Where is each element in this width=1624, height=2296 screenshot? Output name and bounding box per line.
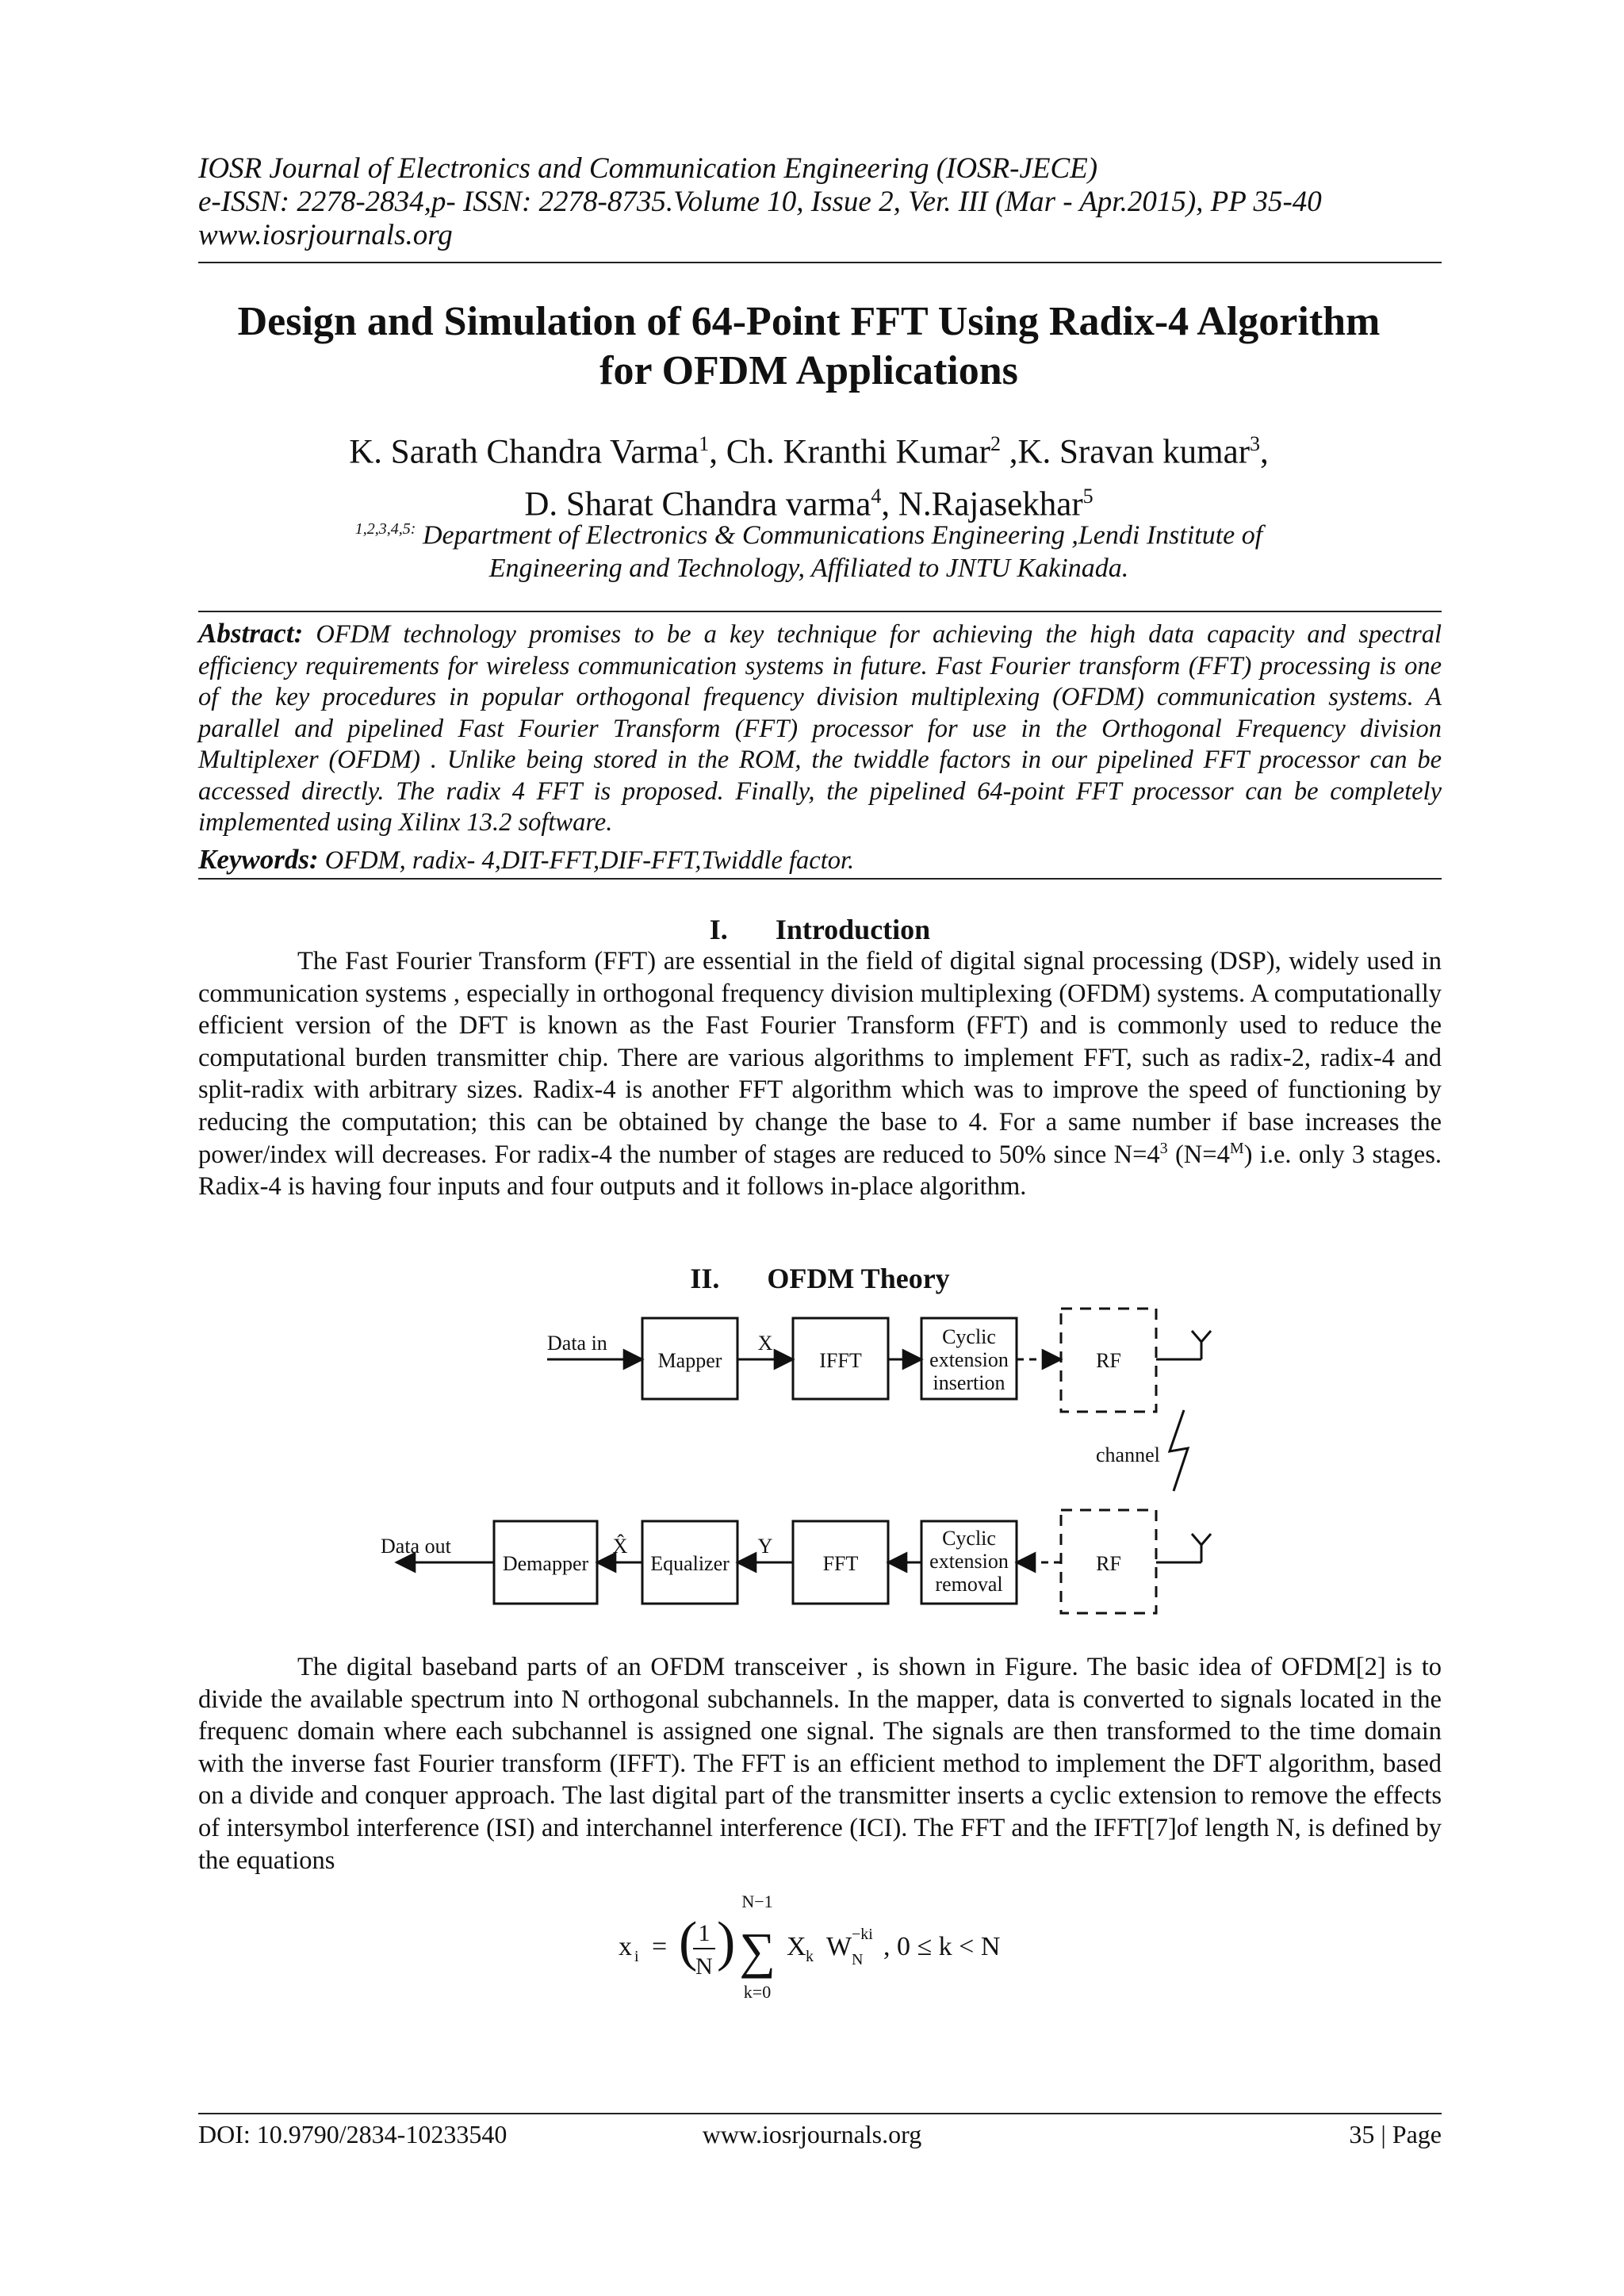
eq-sum-upper: N−1	[741, 1892, 773, 1911]
abstract	[198, 618, 1442, 839]
intro-text-a: The Fast Fourier Transform (FFT) are essential in the field of digital signal processing (DSP), widely used in communication systems , especially in orthogonal frequency division multiplexing (OFDM) systems. A computationally efficient version of the DFT is known as the Fast Fourier Transform (FFT) and is commonly used to reduce the computational burden transmitter chip. There are various algorithms to implement FFT, such as radix-2, radix-4 and split-radix with arbitrary sizes. Radix-4 is another FFT algorithm which was to improve the speed of functioning by reducing the computation; this can be obtained by change the base to 4. For a same number if base increases the power/index will decreases. For radix-4 the number of stages are reduced to 50% since N=4	[198, 947, 1442, 1169]
abstract-text: OFDM technology promises to be a key technique for achieving the high data capacity and spectral efficiency requirements for wireless communication systems in future. Fast Fourier transform (FFT) processing is one of the key procedures in popular orthogonal frequency division multiplexing (OFDM) communication systems. A parallel and pipelined Fast Fourier Transform (FFT) processor for use in the Orthogonal Frequency division Multiplexer (OFDM) . Unlike being stored in the ROM, the twiddle factors in our pipelined FFT processor can be accessed directly. The radix 4 FFT is proposed. Finally, the pipelined 64-point FFT processor can be completely implemented using Xilinx 13.2 software.	[198, 620, 1442, 837]
author-5-sup: 5	[1082, 485, 1094, 508]
affiliation-line-1	[238, 512, 1380, 552]
cyclic-insertion-label-1: Cyclic	[942, 1325, 996, 1348]
affiliation-line-2: Engineering and Technology, Affiliated to JNTU Kakinada.	[488, 554, 1129, 584]
section-1-heading	[198, 914, 1442, 945]
ofdm-transceiver-diagram	[381, 1293, 1269, 1626]
intro-text-c: ) i.e. only 3 stages. Radix-4 is having four inputs and four outputs and it follows in-place algorithm.	[198, 1140, 1442, 1202]
journal-name: IOSR Journal of Electronics and Communication Engineering (IOSR-JECE)	[198, 152, 1098, 185]
author-3: ,K. Sravan kumar	[1000, 433, 1251, 471]
demapper-label: Demapper	[502, 1552, 589, 1575]
rf-rx-label: RF	[1096, 1552, 1121, 1575]
eq-w-sup: −ki	[852, 1926, 873, 1943]
affiliation-sup: 1,2,3,4,5:	[354, 520, 416, 538]
author-1: K. Sarath Chandra Varma	[349, 433, 699, 471]
eq-equals: =	[652, 1932, 668, 1961]
journal-issn: e-ISSN: 2278-2834,p- ISSN: 2278-8735.Volume 10, Issue 2, Ver. III (Mar - Apr.2015), PP 35-40	[198, 186, 1322, 218]
y-signal-label: Y	[757, 1535, 773, 1558]
eq-term-sub: k	[806, 1948, 814, 1965]
section-1-title: Introduction	[775, 914, 931, 945]
eq-condition: , 0 ≤ k < N	[883, 1932, 1001, 1961]
title-line-1: Design and Simulation of 64-Point FFT Using Radix-4 Algorithm	[237, 299, 1381, 344]
author-1-sup: 1	[699, 432, 710, 455]
section-2-heading	[198, 1263, 1442, 1294]
section-1-number: I.	[709, 914, 728, 945]
intro-text-b: (N=4	[1167, 1140, 1230, 1169]
section-2-title: OFDM Theory	[767, 1263, 950, 1294]
eq-term: X	[787, 1932, 806, 1961]
eq-w: W	[826, 1932, 852, 1961]
eq-lhs: x	[619, 1932, 632, 1961]
fft-label: FFT	[822, 1552, 859, 1575]
data-out-label: Data out	[381, 1535, 451, 1558]
affiliation	[238, 512, 1380, 585]
author-2-sup: 2	[990, 432, 1001, 455]
section-2-body	[198, 1651, 1442, 1876]
eq-frac-num: 1	[698, 1920, 710, 1946]
cyclic-removal-label-2: extension	[929, 1550, 1009, 1573]
abstract-label: Abstract:	[198, 618, 304, 649]
cyclic-insertion-label-2: extension	[929, 1348, 1009, 1371]
authors-line-1	[159, 422, 1459, 474]
eq-lhs-sub: i	[634, 1948, 639, 1965]
section-2-number: II.	[690, 1263, 720, 1294]
author-4-sup: 4	[871, 485, 882, 508]
journal-website[interactable]: www.iosrjournals.org	[198, 219, 453, 251]
ifft-label: IFFT	[819, 1349, 862, 1372]
data-in-label: Data in	[547, 1332, 607, 1355]
eq-left-paren: (	[679, 1911, 698, 1972]
cyclic-insertion-label-3: insertion	[933, 1371, 1005, 1394]
eq-sum-lower: k=0	[743, 1982, 772, 2002]
channel-lightning-icon	[1170, 1410, 1188, 1491]
section-1-body	[198, 945, 1442, 1203]
keywords-text: OFDM, radix- 4,DIT-FFT,DIF-FFT,Twiddle factor.	[318, 846, 855, 875]
affiliation-text-1: Department of Electronics & Communications Engineering ,Lendi Institute of	[416, 520, 1263, 550]
keywords	[198, 844, 1442, 876]
author-3-sup: 3	[1250, 432, 1261, 455]
eq-w-sub: N	[852, 1951, 864, 1968]
cyclic-removal-label-3: removal	[935, 1573, 1003, 1596]
title-line-2: for OFDM Applications	[599, 348, 1018, 393]
ifft-equation	[619, 1892, 1031, 2003]
channel-label: channel	[1096, 1443, 1160, 1466]
intro-paragraph	[198, 945, 1442, 1203]
intro-sup-1: 3	[1159, 1139, 1168, 1157]
mapper-label: Mapper	[657, 1349, 722, 1372]
author-2: , Ch. Kranthi Kumar	[709, 433, 990, 471]
eq-sum-sign: ∑	[739, 1922, 776, 1979]
footer-website[interactable]: www.iosrjournals.org	[702, 2120, 922, 2148]
antenna-icon-tx	[1192, 1331, 1211, 1342]
paper-title	[159, 297, 1459, 396]
rf-tx-label: RF	[1096, 1349, 1121, 1372]
author-5: , N.Rajasekhar	[881, 485, 1083, 523]
eq-right-paren: )	[717, 1911, 736, 1972]
author-4: D. Sharat Chandra varma	[524, 485, 871, 523]
intro-sup-2: M	[1229, 1139, 1244, 1157]
footer-doi: DOI: 10.9790/2834-10233540	[198, 2120, 508, 2148]
x-signal-label: X	[757, 1332, 773, 1355]
eq-frac-den: N	[695, 1953, 713, 1980]
author-list	[159, 422, 1459, 527]
abstract-top-rule	[198, 611, 1442, 612]
cyclic-removal-label-1: Cyclic	[942, 1527, 996, 1550]
journal-header	[198, 152, 1435, 252]
x-hat-signal-label: X̂	[612, 1535, 628, 1558]
author-3-comma: ,	[1260, 433, 1269, 471]
antenna-icon-rx	[1192, 1534, 1211, 1545]
equalizer-label: Equalizer	[650, 1552, 730, 1575]
ofdm-paragraph: The digital baseband parts of an OFDM transceiver , is shown in Figure. The basic idea of OFDM[2] is to divide the available spectrum into N orthogonal subchannels. In the mapper, data is converted to signals located in the frequenc domain where each subchannel is assigned one signal. The signals are then transformed to the time domain with the inverse fast Fourier transform (IFFT). The FFT is an efficient method to implement the DFT algorithm, based on a divide and conquer approach. The last digital part of the transmitter inserts a cyclic extension to remove the effects of intersymbol interference (ISI) and interchannel interference (ICI). The FFT and the IFFT[7]of length N, is defined by the equations	[198, 1653, 1442, 1875]
abstract-bottom-rule	[198, 878, 1442, 880]
footer-page-number: 35 | Page	[1349, 2120, 1442, 2148]
header-rule	[198, 262, 1442, 263]
footer-rule	[198, 2113, 1442, 2114]
keywords-label: Keywords:	[198, 844, 319, 875]
